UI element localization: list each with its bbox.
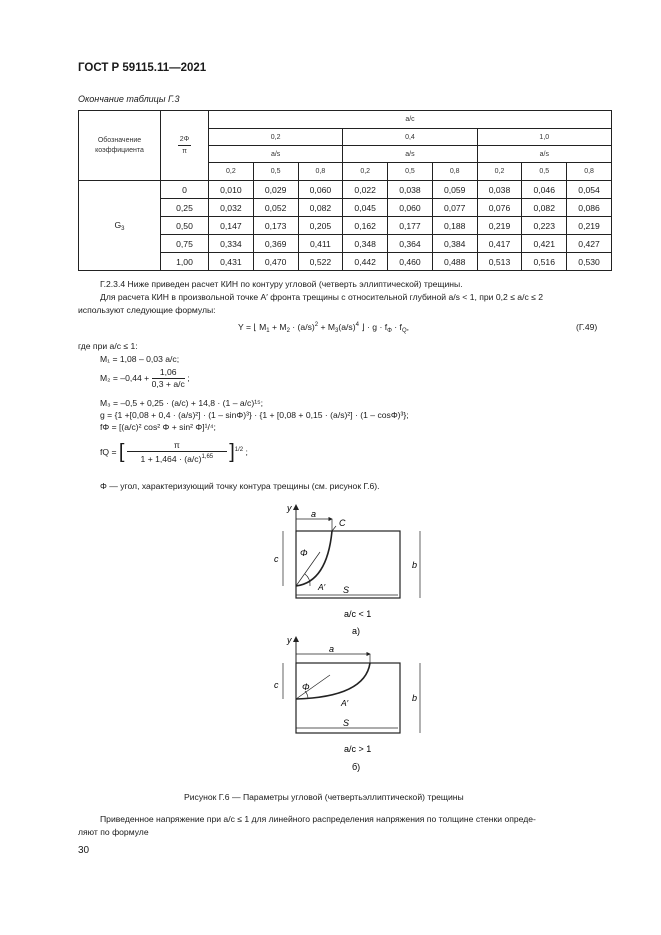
phi-cell: 0,50: [161, 217, 209, 235]
phi-header-num: 2Φ: [178, 134, 191, 146]
label-b: b: [412, 693, 418, 703]
sublabel-b: б): [352, 762, 361, 772]
coef-sub: 3: [121, 225, 125, 232]
label-A: A′: [318, 582, 326, 592]
table-cell: 0,029: [253, 181, 298, 199]
table-cell: 0,052: [253, 199, 298, 217]
table-cell: 0,427: [567, 235, 612, 253]
table-cell: 0,417: [477, 235, 522, 253]
equation-number: (Г.49): [576, 322, 598, 332]
label-b: b: [412, 560, 418, 570]
table-cell: 0,177: [388, 217, 433, 235]
as-header: a/s: [209, 146, 343, 163]
table-cell: 0,076: [477, 199, 522, 217]
condition-b: a/c > 1: [344, 744, 372, 754]
paragraph-stress-a: Приведенное напряжение при a/c ≤ 1 для линейного распределения напряжения по толщине стенки опреде-: [100, 814, 536, 824]
label-c: c: [274, 680, 279, 690]
fq-lhs: fQ =: [100, 446, 117, 457]
fq-denominator: 1 + 1,464 · (a/c): [140, 454, 202, 464]
table-cell: 0,046: [522, 181, 567, 199]
table-cell: 0,173: [253, 217, 298, 235]
phi-cell: 1,00: [161, 253, 209, 271]
table-cell: 0,522: [298, 253, 343, 271]
formula-fq: fQ = [ $\frac{\pi}{1 + 1,464 \cdot (a/c)^{1,65}}$ ]$^{1/2}$ ;: [100, 440, 248, 464]
table-cell: 0,060: [298, 181, 343, 199]
label-a: a: [311, 509, 317, 519]
table-cell: 0,223: [522, 217, 567, 235]
table-cell: 0,032: [209, 199, 254, 217]
as-value: 0,2: [343, 163, 388, 181]
table-cell: 0,488: [432, 253, 477, 271]
table-cell: 0,205: [298, 217, 343, 235]
table-cell: 0,411: [298, 235, 343, 253]
table-cell: 0,045: [343, 199, 388, 217]
table-cell: 0,530: [567, 253, 612, 271]
table-cell: 0,022: [343, 181, 388, 199]
page-number: 30: [78, 845, 90, 856]
leader-c: [332, 526, 336, 531]
figure-caption: Рисунок Г.6 — Параметры угловой (четвертьэллиптической) трещины: [184, 792, 464, 802]
fq-numerator: π: [127, 440, 227, 452]
m2-denominator: 0,3 + a/c: [151, 379, 185, 389]
table-cell: 0,086: [567, 199, 612, 217]
label-C: C: [339, 518, 346, 528]
table-cell: 0,038: [477, 181, 522, 199]
paragraph-kin-b: используют следующие формулы:: [78, 305, 216, 315]
table-cell: 0,513: [477, 253, 522, 271]
table-cell: 0,054: [567, 181, 612, 199]
as-value: 0,2: [477, 163, 522, 181]
label-phi: Φ: [302, 682, 310, 692]
table-cell: 0,059: [432, 181, 477, 199]
table-cell: 0,077: [432, 199, 477, 217]
phi-cell: 0,25: [161, 199, 209, 217]
label-y: y: [287, 503, 292, 513]
formula-m2: M₂ = –0,44 + $\frac{1,06}{0,3 + a/c}$ ;: [100, 367, 190, 389]
table-cell: 0,470: [253, 253, 298, 271]
equation-y: Y = ⌊ $M_1 + M_2 \cdot (a/s)^2 + M_3(a/s)^4$ ⌋ · $g \cdot f_\Phi \cdot f_Q$,: [238, 322, 409, 334]
table-cell: 0,442: [343, 253, 388, 271]
paragraph-intro: Г.2.3.4 Ниже приведен расчет КИН по контуру угловой (четверть эллиптической) трещины.: [100, 279, 463, 289]
label-y: y: [287, 635, 292, 645]
phi-cell: 0,75: [161, 235, 209, 253]
label-c: c: [274, 554, 279, 564]
as-value: 0,8: [298, 163, 343, 181]
formula-g: g = {1 +[0,08 + 0,4 · (a/s)²] · (1 – sinΦ)³} · {1 + [0,08 + 0,15 · (a/s)²] · (1 – cosΦ)³};: [100, 410, 409, 420]
condition-a: a/c < 1: [344, 609, 372, 619]
sublabel-a: а): [352, 626, 361, 636]
table-cell: 0,010: [209, 181, 254, 199]
fq-den-exponent: 1,65: [201, 454, 214, 460]
table-cell: 0,348: [343, 235, 388, 253]
ac-value: 0,4: [343, 129, 477, 146]
table-cell: 0,147: [209, 217, 254, 235]
table-cell: 0,431: [209, 253, 254, 271]
table-cell: 0,364: [388, 235, 433, 253]
label-phi: Φ: [300, 548, 308, 558]
phi-arc: [305, 574, 310, 586]
m2-lhs: M₂ = –0,44 +: [100, 372, 150, 383]
phi-definition: Φ — угол, характеризующий точку контура трещины (см. рисунок Г.6).: [100, 481, 380, 491]
table-cell: 0,219: [567, 217, 612, 235]
m2-numerator: 1,06: [152, 367, 185, 379]
table-cell: 0,082: [522, 199, 567, 217]
coef-name: G: [114, 219, 122, 230]
label-a: a: [329, 644, 335, 654]
as-value: 0,5: [388, 163, 433, 181]
fq-exponent: 1/2: [234, 446, 244, 453]
as-header: a/s: [343, 146, 477, 163]
table-cell: 0,460: [388, 253, 433, 271]
label-A: A′: [341, 698, 349, 708]
table-cell: 0,219: [477, 217, 522, 235]
as-value: 0,8: [432, 163, 477, 181]
table-cell: 0,421: [522, 235, 567, 253]
document-code: ГОСТ Р 59115.11—2021: [78, 62, 207, 74]
ac-value: 1,0: [477, 129, 611, 146]
figure-a: [274, 503, 420, 636]
paragraph-stress-b: ляют по формуле: [78, 827, 149, 837]
label-S: S: [343, 718, 350, 728]
table-cell: 0,162: [343, 217, 388, 235]
label-S: S: [343, 585, 350, 595]
where-clause: где при a/c ≤ 1:: [78, 341, 138, 351]
table-cell: 0,516: [522, 253, 567, 271]
as-value: 0,2: [209, 163, 254, 181]
table-cell: 0,188: [432, 217, 477, 235]
phi-header-den: π: [182, 148, 187, 155]
as-value: 0,5: [253, 163, 298, 181]
coef-header-text: Обозначение коэффициента: [95, 136, 144, 154]
formula-m3: M₃ = –0,5 + 0,25 · (a/c) + 14,8 · (1 – a/c)¹⁵;: [100, 398, 264, 408]
as-value: 0,5: [522, 163, 567, 181]
paragraph-kin-a: Для расчета КИН в произвольной точке A′ фронта трещины с относительной глубиной a/s < 1, при 0,2 ≤ a/c ≤ 2: [100, 292, 544, 302]
as-header: a/s: [477, 146, 611, 163]
table-caption: Окончание таблицы Г.3: [78, 94, 180, 104]
ac-header: a/c: [209, 111, 612, 129]
table-cell: 0,369: [253, 235, 298, 253]
formula-m1: M₁ = 1,08 – 0,03 a/c;: [100, 354, 180, 364]
formula-fphi: fΦ = [(a/c)² cos² Φ + sin² Φ]¹/⁴;: [100, 422, 216, 432]
figure-b: [274, 635, 420, 772]
ac-value: 0,2: [209, 129, 343, 146]
phi-cell: 0: [161, 181, 209, 199]
table-cell: 0,334: [209, 235, 254, 253]
table-cell: 0,384: [432, 235, 477, 253]
table-cell: 0,082: [298, 199, 343, 217]
table-cell: 0,038: [388, 181, 433, 199]
as-value: 0,8: [567, 163, 612, 181]
table-cell: 0,060: [388, 199, 433, 217]
